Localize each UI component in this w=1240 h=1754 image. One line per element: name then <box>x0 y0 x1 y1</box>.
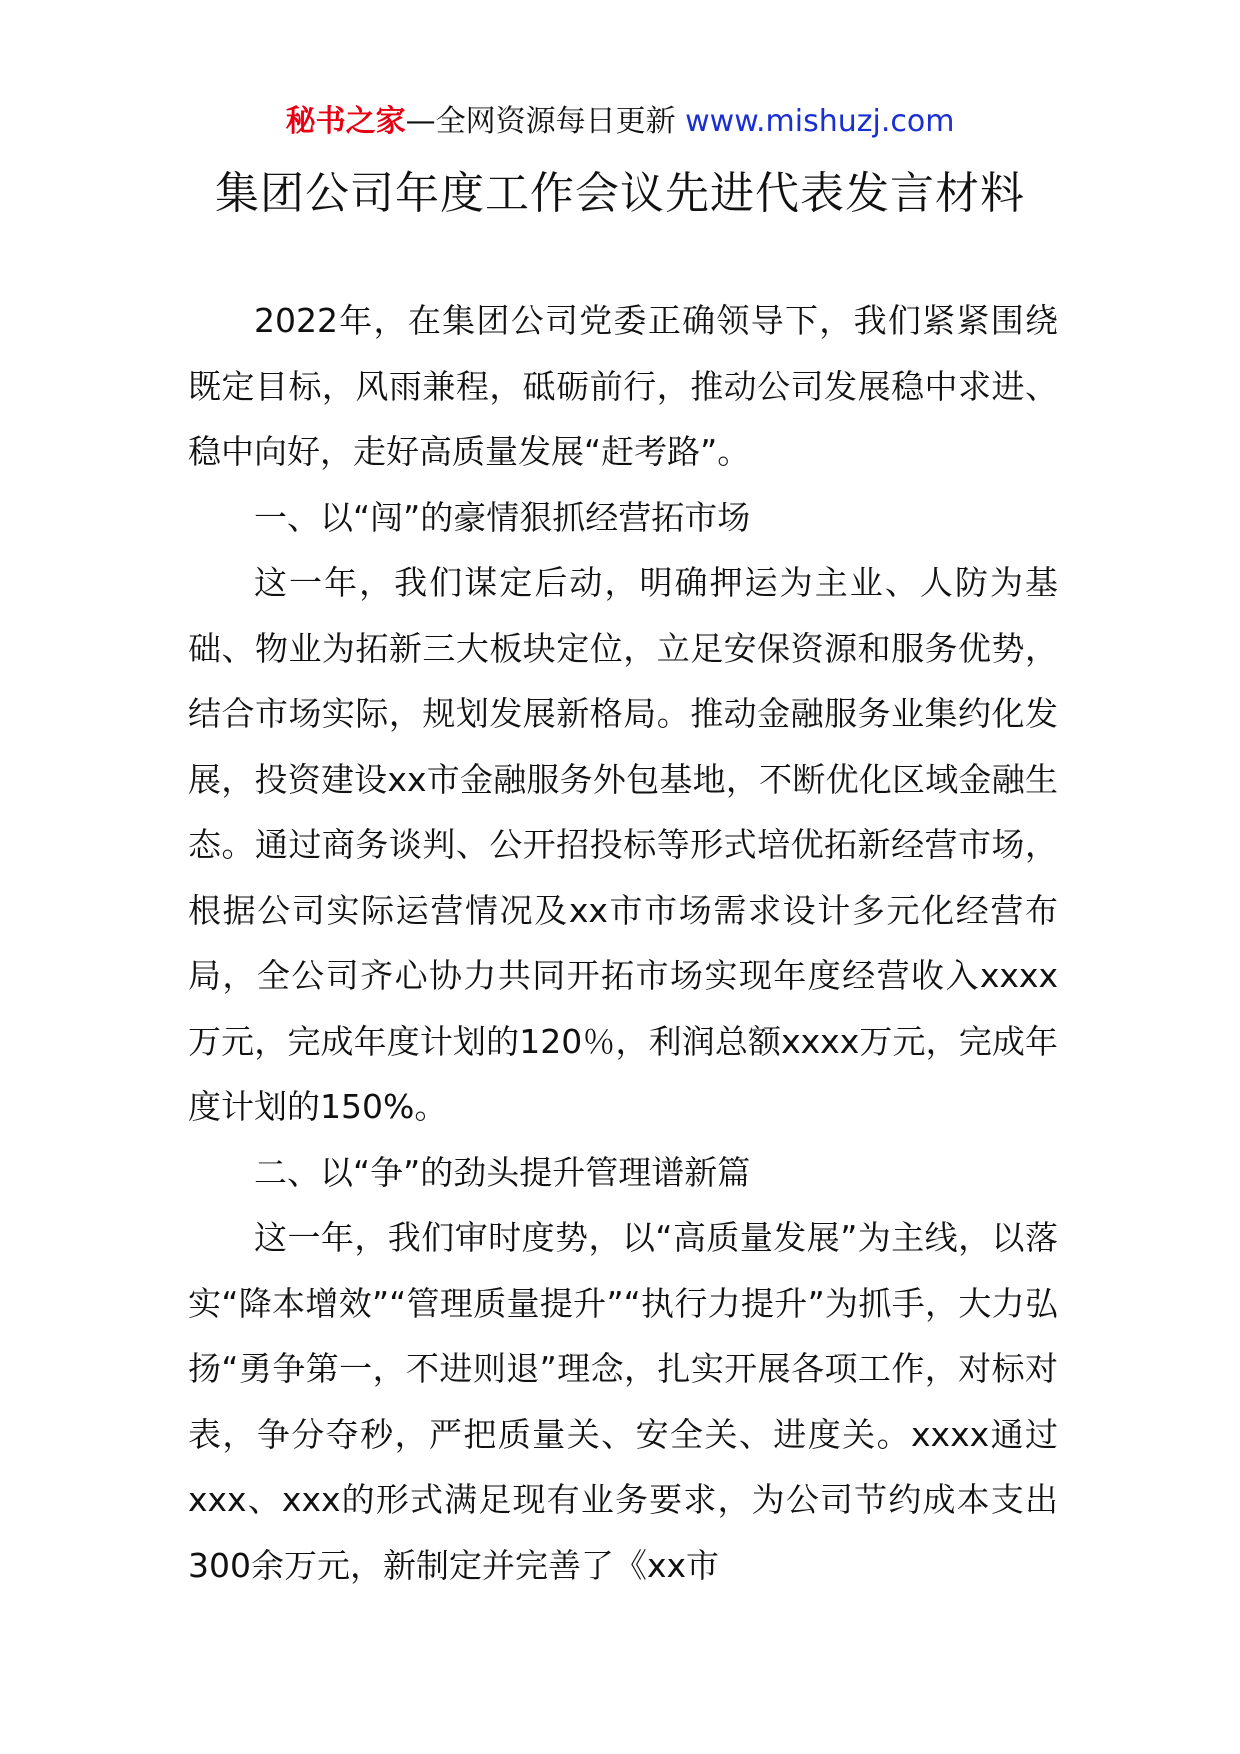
site-url[interactable]: www.mishuzj.com <box>685 104 955 139</box>
document-body <box>188 288 1058 1598</box>
source-header <box>0 100 1240 144</box>
document-title: 集团公司年度工作会议先进代表发言材料 <box>215 168 1025 219</box>
section-heading-2: 二、以“争”的劲头提升管理谱新篇 <box>254 1152 751 1192</box>
brand-name: 秘书之家 <box>285 104 406 139</box>
header-slogan: —全网资源每日更新 <box>405 104 686 139</box>
intro-paragraph: 2022年，在集团公司党委正确领导下，我们紧紧围绕既定目标，风雨兼程，砥砺前行，推动公司发展稳中求进、稳中向好，走好高质量发展“赶考路”。 <box>188 301 1058 471</box>
section-1-paragraph: 这一年，我们谋定后动，明确押运为主业、人防为基础、物业为拓新三大板块定位，立足安保资源和服务优势，结合市场实际，规划发展新格局。推动金融服务业集约化发展，投资建设xx市金融服务外包基地，不断优化区域金融生态。通过商务谈判、公开招投标等形式培优拓新经营市场，根据公司实际运营情况及xx市市场需求设计多元化经营布局，全公司齐心协力共同开拓市场实现年度经营收入xxxx万元，完成年度计划的120％，利润总额xxxx万元，完成年度计划的150%。 <box>188 563 1058 1126</box>
section-heading-1: 一、以“闯”的豪情狠抓经营拓市场 <box>254 497 751 537</box>
section-2-paragraph: 这一年，我们审时度势，以“高质量发展”为主线，以落实“降本增效”“管理质量提升”“执行力提升”为抓手，大力弘扬“勇争第一，不进则退”理念，扎实开展各项工作，对标对表，争分夺秒，严把质量关、安全关、进度关。xxxx通过xxx、xxx的形式满足现有业务要求，为公司节约成本支出300余万元，新制定并完善了《xx市 <box>188 1218 1058 1585</box>
